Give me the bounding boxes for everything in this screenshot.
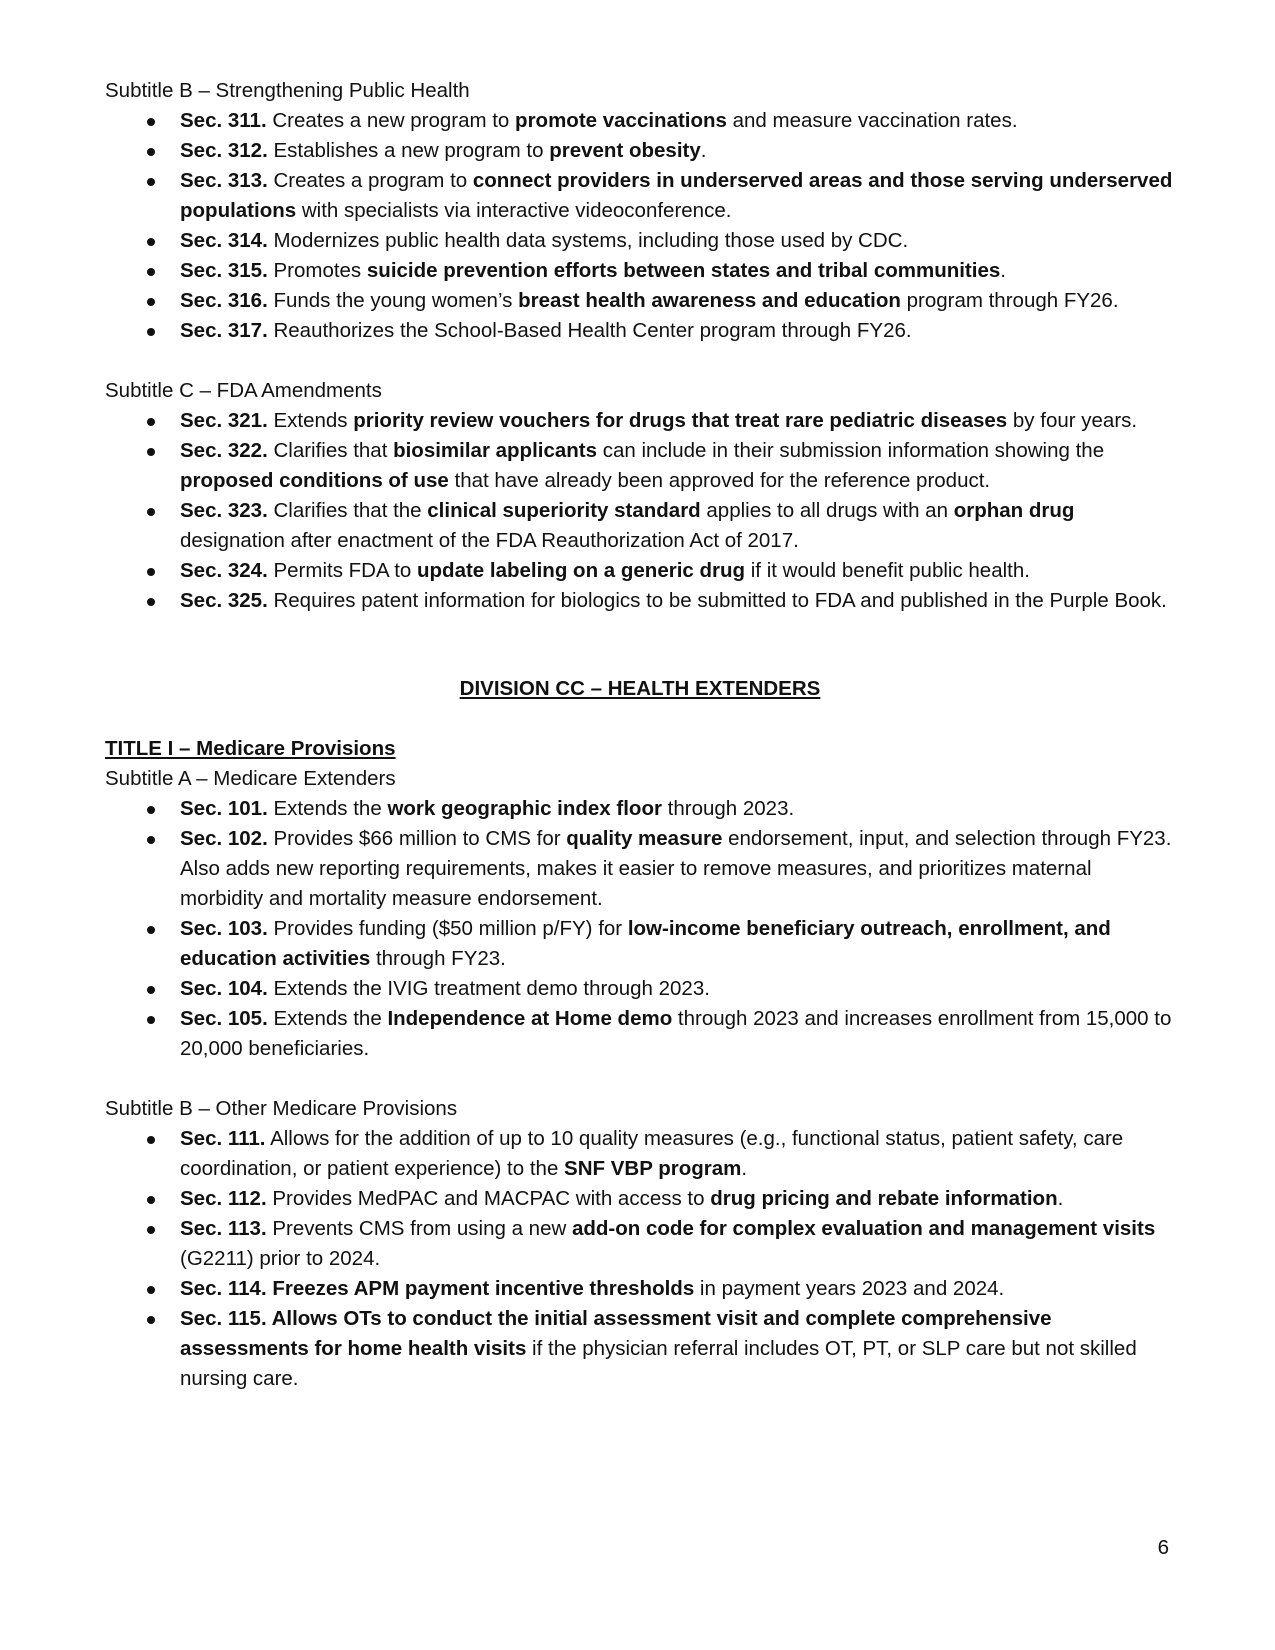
- section-list: [105, 794, 1175, 1064]
- text: .: [1000, 259, 1006, 282]
- text: Clarifies that the: [267, 499, 428, 522]
- text: Extends the: [267, 1007, 388, 1030]
- bold-text: SNF VBP program: [564, 1157, 742, 1180]
- spacer: [105, 346, 1175, 376]
- bold-text: Sec. 115. Allows OTs to conduct the initial assessment visit and complete comprehensive assessments for home health visits: [180, 1307, 1052, 1360]
- bold-text: quality measure: [566, 827, 723, 850]
- bold-text: Sec. 325.: [180, 589, 268, 612]
- bullet-icon: [147, 508, 155, 516]
- text: with specialists via interactive videoconference.: [296, 199, 732, 222]
- bold-text: Sec. 312.: [180, 139, 268, 162]
- spacer: [105, 616, 1175, 674]
- bullet-icon: [147, 1286, 155, 1294]
- bullet-icon: [147, 1016, 155, 1024]
- bold-text: Sec. 111.: [180, 1127, 266, 1150]
- text: Reauthorizes the School-Based Health Center program through FY26.: [267, 319, 912, 342]
- bold-text: Sec. 103.: [180, 917, 268, 940]
- list-item: [105, 794, 1175, 824]
- text: Provides $66 million to CMS for: [267, 827, 567, 850]
- bold-text: connect providers in underserved areas and those serving underserved populations: [180, 169, 1173, 222]
- bold-text: Sec. 314.: [180, 229, 268, 252]
- subtitle-heading: Subtitle B – Strengthening Public Health: [105, 79, 470, 102]
- bold-text: update labeling on a generic drug: [417, 559, 746, 582]
- text: Prevents CMS from using a new: [266, 1217, 572, 1240]
- list-item: [105, 586, 1175, 616]
- division-heading: DIVISION CC – HEALTH EXTENDERS: [459, 677, 821, 700]
- bullet-icon: [147, 1136, 155, 1144]
- bold-text: work geographic index floor: [387, 797, 662, 820]
- part-one: [105, 76, 1175, 616]
- bold-text: add-on code for complex evaluation and management visits: [571, 1217, 1156, 1240]
- bullet-icon: [147, 1196, 155, 1204]
- bold-text: Sec. 322.: [180, 439, 268, 462]
- bold-text: Sec. 323.: [180, 499, 268, 522]
- bold-text: breast health awareness and education: [518, 289, 901, 312]
- bold-text: Sec. 311.: [180, 109, 267, 132]
- text: Permits FDA to: [267, 559, 417, 582]
- bullet-icon: [147, 806, 155, 814]
- bold-text: biosimilar applicants: [393, 439, 598, 462]
- page-number: 6: [1157, 1536, 1169, 1559]
- document-page: [105, 76, 1175, 1394]
- bold-text: Sec. 105.: [180, 1007, 268, 1030]
- bullet-icon: [147, 238, 155, 246]
- bullet-icon: [147, 178, 155, 186]
- text: if it would benefit public health.: [745, 559, 1030, 582]
- text: .: [1057, 1187, 1064, 1210]
- bold-text: Sec. 321.: [180, 409, 268, 432]
- subtitle-heading: Subtitle C – FDA Amendments: [105, 379, 382, 402]
- bold-text: drug pricing and rebate information: [710, 1187, 1058, 1210]
- bullet-icon: [147, 1226, 155, 1234]
- bold-text: prevent obesity: [549, 139, 701, 162]
- text: Extends: [267, 409, 354, 432]
- list-item: [105, 106, 1175, 136]
- subtitle-section: [105, 764, 1175, 1064]
- list-item: [105, 286, 1175, 316]
- list-item: [105, 1214, 1175, 1274]
- text: through 2023.: [661, 797, 795, 820]
- list-item: [105, 436, 1175, 496]
- bold-text: Sec. 104.: [180, 977, 268, 1000]
- bullet-icon: [147, 118, 155, 126]
- text: in payment years 2023 and 2024.: [694, 1277, 1005, 1300]
- text: Provides funding ($50 million p/FY) for: [267, 917, 628, 940]
- text: designation after enactment of the FDA Reauthorization Act of 2017.: [180, 529, 799, 552]
- section-list: [105, 106, 1175, 346]
- list-item: [105, 974, 1175, 1004]
- list-item: [105, 166, 1175, 226]
- spacer: [105, 1064, 1175, 1094]
- bullet-icon: [147, 148, 155, 156]
- text: Clarifies that: [267, 439, 394, 462]
- text: that have already been approved for the reference product.: [448, 469, 991, 492]
- section-list: [105, 1124, 1175, 1394]
- bold-text: Sec. 315.: [180, 259, 268, 282]
- list-item: [105, 1304, 1175, 1394]
- bold-text: Sec. 317.: [180, 319, 268, 342]
- subtitle-section: [105, 76, 1175, 346]
- bold-text: Sec. 316.: [180, 289, 268, 312]
- text: Establishes a new program to: [267, 139, 550, 162]
- bold-text: Sec. 112.: [180, 1187, 267, 1210]
- text: Modernizes public health data systems, including those used by CDC.: [267, 229, 909, 252]
- text: through 2023 and increases enrollment from 15,000 to 20,000 beneficiaries.: [180, 1007, 1172, 1060]
- text: .: [741, 1157, 748, 1180]
- bullet-icon: [147, 298, 155, 306]
- bold-text: Sec. 101.: [180, 797, 268, 820]
- bold-text: proposed conditions of use: [180, 469, 449, 492]
- bold-text: Sec. 114. Freezes APM payment incentive thresholds: [180, 1277, 695, 1300]
- subtitle-heading: Subtitle A – Medicare Extenders: [105, 767, 396, 790]
- list-item: [105, 1004, 1175, 1064]
- bullet-icon: [147, 926, 155, 934]
- subtitle-heading: Subtitle B – Other Medicare Provisions: [105, 1097, 458, 1120]
- title-heading: TITLE I – Medicare Provisions: [105, 737, 396, 760]
- text: Requires patent information for biologics to be submitted to FDA and published in the Purple Book.: [267, 589, 1167, 612]
- subtitle-section: [105, 376, 1175, 616]
- list-item: [105, 136, 1175, 166]
- text: Creates a program to: [267, 169, 473, 192]
- bullet-icon: [147, 986, 155, 994]
- text: program through FY26.: [900, 289, 1119, 312]
- text: Promotes: [267, 259, 367, 282]
- text: applies to all drugs with an: [700, 499, 954, 522]
- text: Funds the young women’s: [267, 289, 519, 312]
- list-item: [105, 556, 1175, 586]
- bullet-icon: [147, 1316, 155, 1324]
- text: through FY23.: [370, 947, 506, 970]
- bold-text: low-income beneficiary outreach, enrollment, and education activities: [180, 917, 1111, 970]
- bold-text: clinical superiority standard: [427, 499, 701, 522]
- list-item: [105, 824, 1175, 914]
- text: Provides MedPAC and MACPAC with access to: [266, 1187, 711, 1210]
- text: by four years.: [1007, 409, 1138, 432]
- text: can include in their submission information showing the: [597, 439, 1105, 462]
- text: if the physician referral includes OT, PT, or SLP care but not skilled nursing care.: [180, 1337, 1137, 1390]
- bullet-icon: [147, 598, 155, 606]
- bold-text: Sec. 102.: [180, 827, 268, 850]
- section-list: [105, 406, 1175, 616]
- text: Extends the IVIG treatment demo through 2023.: [267, 977, 710, 1000]
- list-item: [105, 914, 1175, 974]
- bullet-icon: [147, 568, 155, 576]
- bullet-icon: [147, 328, 155, 336]
- bold-text: orphan drug: [953, 499, 1075, 522]
- list-item: [105, 1124, 1175, 1184]
- bold-text: priority review vouchers for drugs that treat rare pediatric diseases: [353, 409, 1008, 432]
- bullet-icon: [147, 418, 155, 426]
- text: endorsement, input, and selection through FY23. Also adds new reporting requirements, makes it easier to remove measures, and prioritizes maternal morbidity and mortality measure endorsement.: [180, 827, 1172, 910]
- text: and measure vaccination rates.: [726, 109, 1018, 132]
- subtitle-section: [105, 1094, 1175, 1394]
- bold-text: Sec. 113.: [180, 1217, 267, 1240]
- list-item: [105, 1184, 1175, 1214]
- bold-text: suicide prevention efforts between states and tribal communities: [366, 259, 1001, 282]
- bold-text: Sec. 324.: [180, 559, 268, 582]
- text: Allows for the addition of up to 10 quality measures (e.g., functional status, patient safety, care coordination, or patient experience) to the: [180, 1127, 1124, 1180]
- text: (G2211) prior to 2024.: [180, 1247, 381, 1270]
- bold-text: Sec. 313.: [180, 169, 268, 192]
- list-item: [105, 1274, 1175, 1304]
- list-item: [105, 226, 1175, 256]
- list-item: [105, 316, 1175, 346]
- bullet-icon: [147, 836, 155, 844]
- part-two: [105, 764, 1175, 1394]
- list-item: [105, 406, 1175, 436]
- text: Creates a new program to: [266, 109, 516, 132]
- text: .: [700, 139, 707, 162]
- spacer: [105, 704, 1175, 734]
- list-item: [105, 496, 1175, 556]
- bold-text: promote vaccinations: [515, 109, 727, 132]
- bullet-icon: [147, 448, 155, 456]
- bold-text: Independence at Home demo: [387, 1007, 673, 1030]
- text: Extends the: [267, 797, 388, 820]
- list-item: [105, 256, 1175, 286]
- bullet-icon: [147, 268, 155, 276]
